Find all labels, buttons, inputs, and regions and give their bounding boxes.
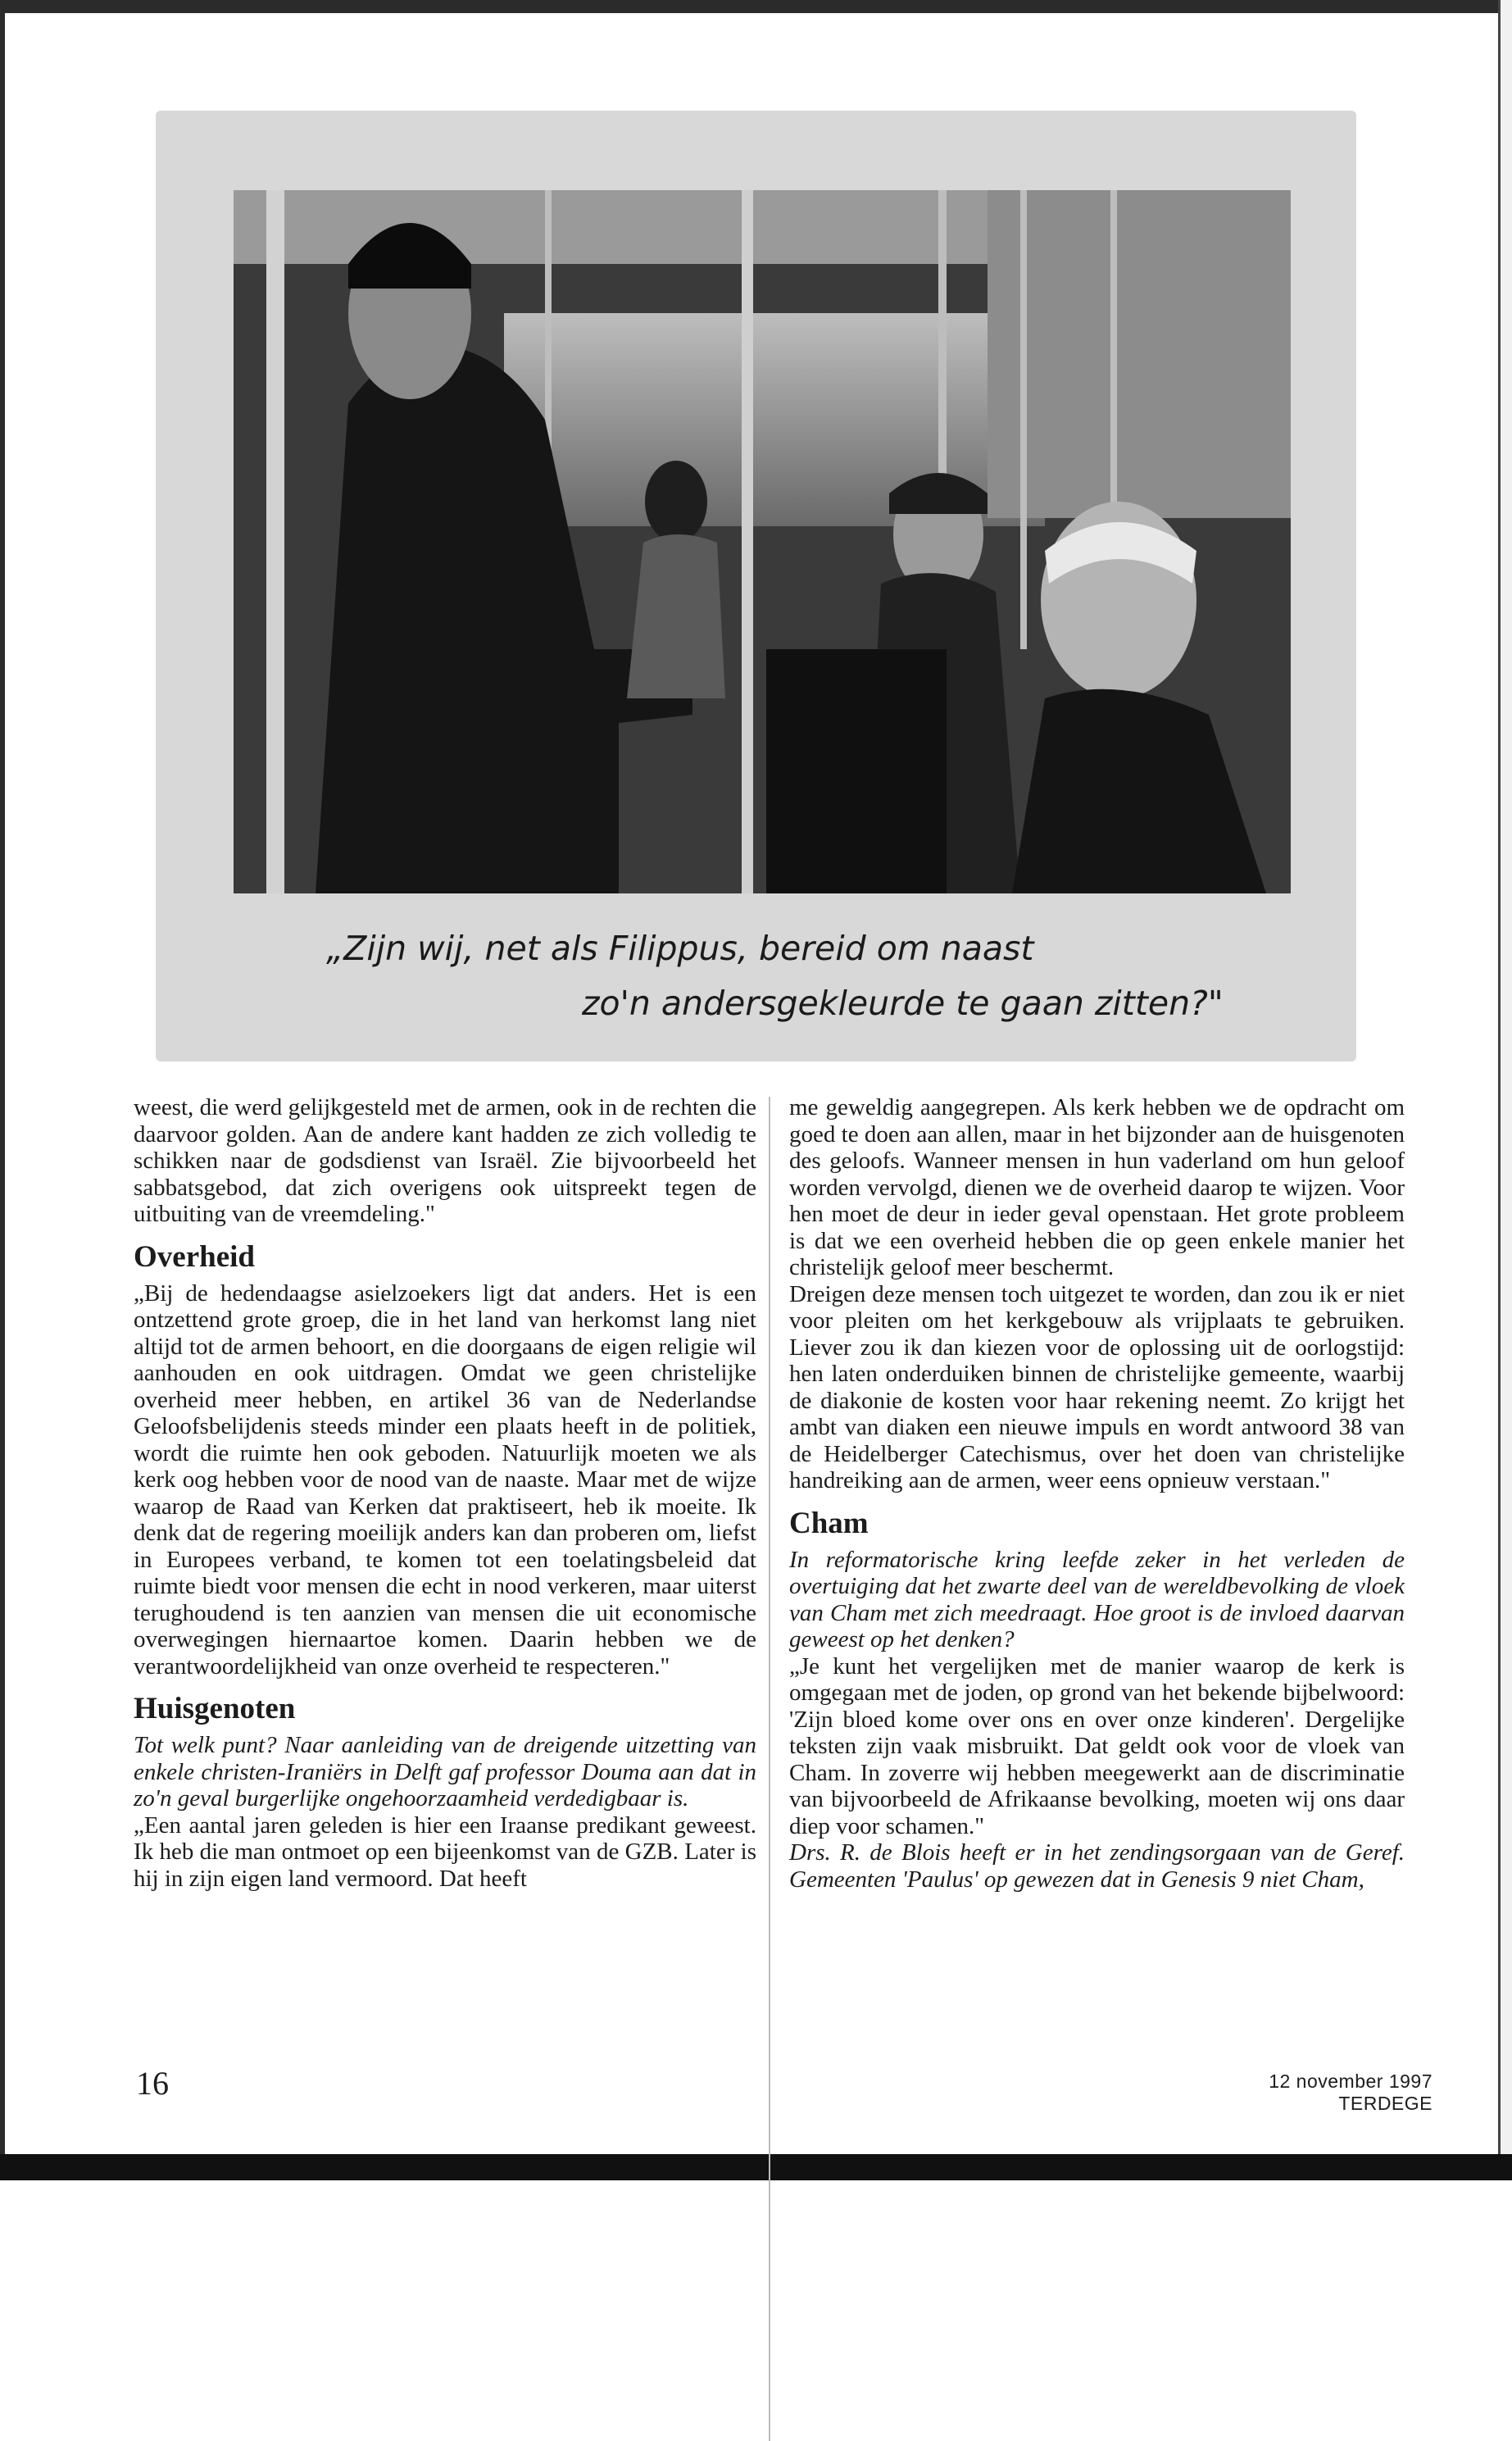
huisgenoten-paragraph: „Een aantal jaren geleden is hier een Iraanse predikant geweest. Ik heb die man ontmoet op een bijeenkomst van de GZB. Later is hij in zijn eigen land vermoord. Dat heeft — [134, 1811, 756, 1892]
photo-illustration — [234, 190, 1291, 893]
right-intro-paragraph: me geweldig aangegrepen. Als kerk hebben we de opdracht om goed te doen aan allen, maar in het bijzonder aan de huisgenoten des geloofs. Wanneer mensen in hun vaderland om hun geloof worden vervolgd, dienen we de overheid daarop te wijzen. Voor hen moet de deur in ieder geval openstaan. Het grote probleem is dat we een overheid hebben die op geen enkele manier het christelijk geloof meer beschermt. — [789, 1094, 1405, 1280]
page-edge-top — [0, 0, 1512, 13]
heading-overheid: Overheid — [134, 1239, 255, 1274]
issue-footer: 12 november 1997 TERDEGE — [1269, 2071, 1433, 2114]
heading-cham: Cham — [789, 1506, 869, 1540]
huisgenoten-question: Tot welk punt? Naar aanleiding van de dreigende uitzetting van enkele christen-Iraniërs in Delft gaf professor Douma aan dat in zo'n geval burgerlijke ongehoorzaamheid verdedigbaar is. — [134, 1732, 756, 1811]
caption-line-1: „Zijn wij, net als Filippus, bereid om naast — [326, 929, 1034, 968]
column-divider — [769, 1097, 770, 2441]
overheid-paragraph: „Bij de hedendaagse asielzoekers ligt dat anders. Het is een ontzettend grote groep, die in het land van herkomst lang niet altijd tot de armen behoort, en die doorgaans de eigen religie wil aanhouden en ook uitdragen. Omdat we geen christelijke overheid meer hebben, en artikel 36 van de Nederlandse Geloofsbelijdenis steeds minder een plaats heeft in de politiek, wordt die ruimte hen ook geboden. Natuurlijk moeten we als kerk oog hebben voor de nood van de naaste. Maar met de wijze waarop de Raad van Kerken dat praktiseert, heb ik moeite. Ik denk dat de regering moeilijk anders kan dan proberen om, liefst in Europees verband, te komen tot een toelatingsbeleid dat ruimte biedt voor mensen die echt in nood verkeren, maar uiterst terughoudend is ten aanzien van mensen die uit economische overwegingen hiernaartoe komen. Daarin hebben we de verantwoordelijkheid van onze overheid te respecteren." — [134, 1280, 756, 1680]
heading-huisgenoten: Huisgenoten — [134, 1692, 296, 1725]
page-edge-right — [1498, 0, 1512, 2180]
cham-question: In reformatorische kring leefde zeker in het verleden de overtuiging dat het zwarte deel van de wereldbevolking de vloek van Cham met zich meedraagt. Hoe groot is de invloed daarvan geweest op het denken? — [789, 1546, 1405, 1652]
right-column — [789, 1094, 1405, 1893]
bus-passengers-photo — [234, 190, 1291, 893]
page-number: 16 — [136, 2065, 169, 2102]
page-edge-left — [0, 0, 5, 2180]
caption-line-2: zo'n andersgekleurde te gaan zitten?" — [582, 984, 1224, 1023]
left-column — [134, 1094, 756, 1892]
right-paragraph-2: Dreigen deze mensen toch uitgezet te worden, dan zou ik er niet voor pleiten om het kerkgebouw als vrijplaats te gebruiken. Liever zou ik dan kiezen voor de oplossing uit de oorlogstijd: hen laten onderduiken binnen de christelijke gemeente, waarbij de diakonie de kosten voor haar rekening neemt. Zo krijgt het ambt van diaken een nieuwe impuls en wordt antwoord 38 van de Heidelberger Catechismus, over het doen van christelijke handreiking aan de armen, weer eens opnieuw verstaan." — [789, 1280, 1405, 1493]
cham-paragraph: „Je kunt het vergelijken met de manier waarop de kerk is omgegaan met de joden, op grond van het bekende bijbelwoord: 'Zijn bloed kome over ons en over onze kinderen'. Dergelijke teksten zijn vaak misbruikt. Dat geldt ook voor de vloek van Cham. In zoverre wij hebben meegewerkt aan de discriminatie van bijvoorbeeld de Afrikaanse bevolking, moeten wij ons daar diep voor schamen." — [789, 1652, 1405, 1839]
closing-italic-paragraph: Drs. R. de Blois heeft er in het zendingsorgaan van de Geref. Gemeenten 'Paulus' op gewezen dat in Genesis 9 niet Cham, — [789, 1839, 1405, 1893]
page-edge-bottom — [0, 2154, 1512, 2180]
left-intro-paragraph: weest, die werd gelijkgesteld met de armen, ook in de rechten die daarvoor golden. Aan de andere kant hadden ze zich volledig te schikken naar de godsdienst van Israël. Zie bijvoorbeeld het sabbatsgebod, dat zich overigens ook uitspreekt tegen de uitbuiting van de vreemdeling." — [134, 1094, 756, 1227]
